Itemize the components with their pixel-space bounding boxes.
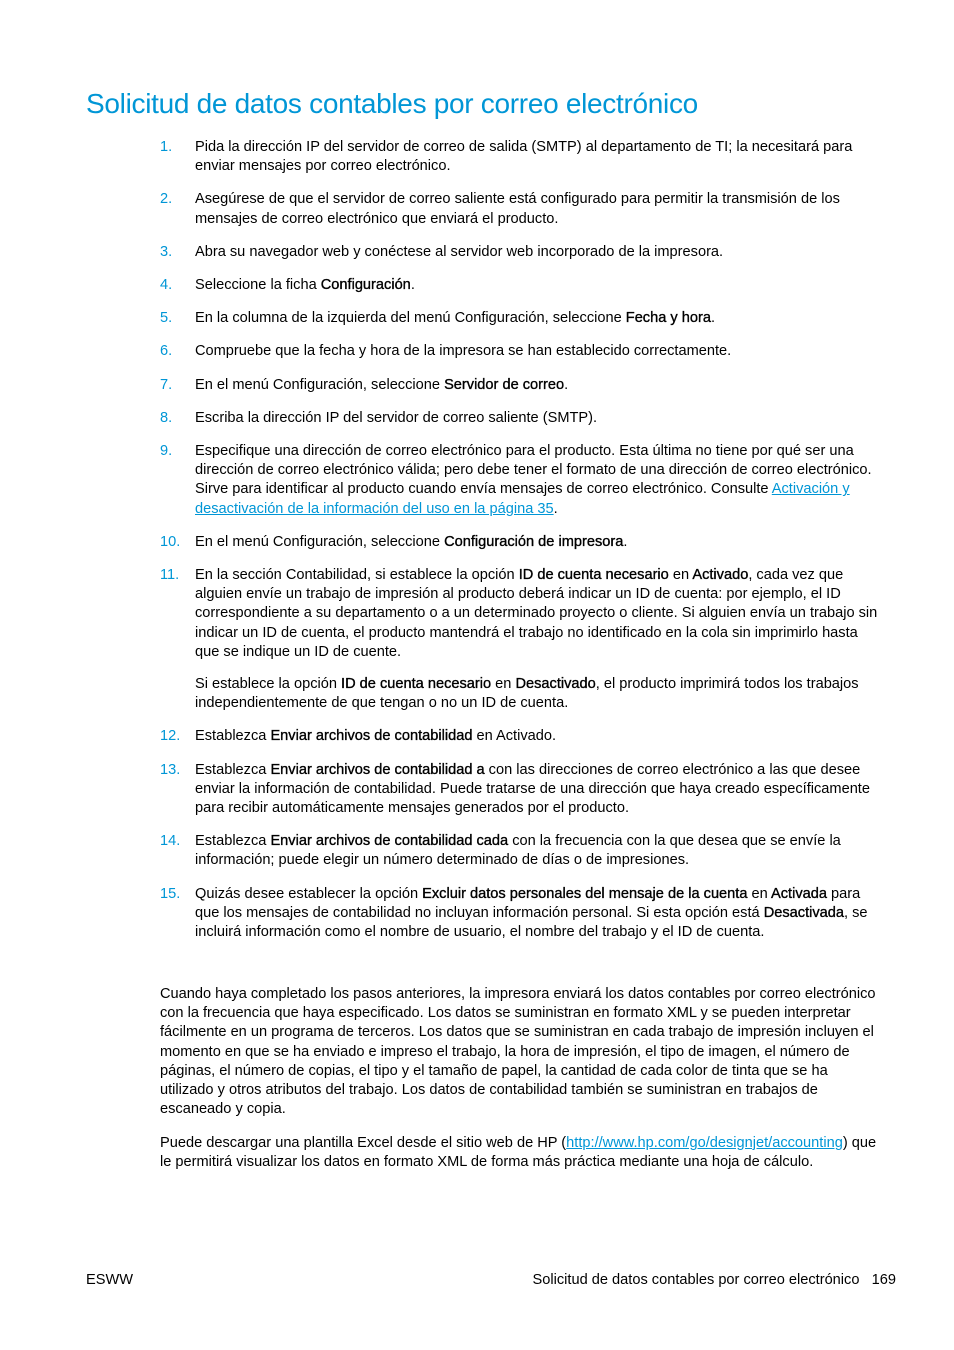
step-text: en (491, 676, 516, 693)
step-text: . (623, 533, 628, 550)
step-text: . (564, 376, 569, 393)
step-13 (160, 761, 884, 819)
step-text: En la sección Contabilidad, si establece la opción (195, 567, 519, 584)
ui-term: Enviar archivos de contabilidad cada (270, 833, 509, 850)
footer-section-title: Solicitud de datos contables por correo electrónico (532, 1272, 860, 1288)
step-text: en Activado. (472, 728, 557, 745)
step-text: Establezca (195, 761, 271, 778)
ui-term: ID de cuenta necesario (518, 567, 669, 584)
step-text: . (410, 277, 415, 294)
page-title: Solicitud de datos contables por correo electrónico (86, 88, 698, 119)
step-text: Escriba la dirección IP del servidor de correo saliente (SMTP). (195, 409, 598, 426)
ui-term: Excluir datos personales del mensaje de la cuenta (422, 885, 748, 902)
step-14 (160, 832, 884, 870)
step-6 (160, 342, 884, 361)
step-text: Seleccione la ficha (195, 277, 321, 294)
ui-term: Configuración (320, 277, 411, 294)
step-text: en (668, 567, 693, 584)
step-text: Especifique una dirección de correo electrónico para el producto. Esta última no tiene por qué ser una dirección de correo electrónico válida; pero debe tener el formato de una dirección de correo electrónico. Sirve para identificar al producto cuando envía mensajes de correo electrónico. Consulte (195, 443, 872, 498)
step-number: 9. (160, 443, 173, 460)
step-text: Compruebe que la fecha y hora de la impresora se han establecido correctamente. (195, 343, 732, 360)
ui-term: Desactivado (515, 676, 596, 693)
step-text: , cada vez que alguien envíe un trabajo de impresión al producto deberá indicar un ID de cuenta: por ejemplo, el ID correspondiente a su departamento o a un determinado proyecto o cliente. Si alguien envía un trabajo sin indicar un ID de cuenta, el producto mantendrá el trabajo no identificado en la cola sin imprimirlo hasta que se indique un ID de cuente. (195, 567, 878, 660)
download-paragraph (160, 1134, 884, 1172)
step-11 (160, 566, 884, 713)
step-2 (160, 190, 884, 228)
step-number: 15. (160, 885, 181, 902)
step-number: 3. (160, 243, 173, 260)
step-number: 6. (160, 343, 173, 360)
step-number: 2. (160, 191, 173, 208)
step-text: En la columna de la izquierda del menú Configuración, seleccione (195, 310, 626, 327)
step-number: 1. (160, 139, 173, 155)
step-text: Quizás desee establecer la opción (195, 885, 423, 902)
ui-term: Enviar archivos de contabilidad a (270, 761, 485, 778)
ui-term: Configuración de impresora (444, 533, 624, 550)
step-number: 10. (160, 533, 181, 550)
step-number: 5. (160, 310, 173, 327)
step-1 (160, 138, 884, 176)
step-text: para que los mensajes de contabilidad no incluyan información personal. Si esta opción está (195, 885, 861, 921)
step-4 (160, 276, 884, 295)
step-text: Pida la dirección IP del servidor de correo de salida (SMTP) al departamento de TI; la necesitará para enviar mensajes por correo electrónico. (195, 139, 853, 175)
ui-term: Desactivada (763, 904, 845, 921)
step-7 (160, 376, 884, 395)
step-text: , se incluirá información como el nombre de usuario, el nombre del trabajo y el ID de cuenta. (195, 904, 868, 941)
footer-label: ESWW (86, 1272, 134, 1288)
step-body (195, 566, 884, 662)
step-8 (160, 409, 884, 428)
step-9 (160, 442, 884, 519)
step-text: , el producto imprimirá todos los trabajos independientemente de que tengan o no un ID de cuenta. (195, 676, 859, 712)
ui-term: Servidor de correo (444, 376, 565, 393)
step-number: 4. (160, 277, 173, 294)
step-5 (160, 309, 884, 328)
footer-running-title (533, 1272, 896, 1288)
hp-accounting-link[interactable]: http://www.hp.com/go/designjet/accounting (566, 1135, 843, 1151)
step-12 (160, 727, 884, 746)
step-text: En el menú Configuración, seleccione (195, 533, 445, 550)
step-text: En el menú Configuración, seleccione (195, 376, 445, 393)
usage-info-link[interactable]: Activación y desactivación de la información del uso en la página 35 (195, 481, 850, 517)
step-text: Abra su navegador web y conéctese al servidor web incorporado de la impresora. (195, 243, 724, 260)
step-text: . (553, 500, 558, 517)
ui-term: Activado (692, 567, 749, 584)
step-number: 8. (160, 409, 173, 426)
step-number: 11. (160, 567, 180, 584)
step-text: con la frecuencia con la que desea que se envíe la información; puede elegir un número determinado de días o de impresiones. (195, 833, 841, 869)
paragraph-text: ) que le permitirá visualizar los datos en formato XML de forma más práctica mediante una hoja de cálculo. (160, 1135, 877, 1171)
step-number: 7. (160, 376, 173, 393)
step-text: Establezca (195, 833, 271, 850)
step-subparagraph (195, 675, 884, 713)
summary-paragraph: Cuando haya completado los pasos anteriores, la impresora enviará los datos contables por correo electrónico con la frecuencia que haya especificado. Los datos se suministran en formato XML y se pueden interpretar fácilmente en un programa de terceros. Los datos que se suministran en cada trabajo de impresión incluyen el momento en que se ha enviado e impreso el trabajo, la hora de impresión, el tipo de imagen, el número de páginas, el número de copias, el tipo y el tamaño de papel, la cantidad de cada color de tinta que se ha utilizado y otros atributos del trabajo. Los datos de contabilidad también se suministran en trabajos de escaneado y copia. (160, 986, 876, 1118)
step-text: con las direcciones de correo electrónico a las que desee enviar la información de contabilidad. Puede tratarse de una dirección que haya creado específicamente para recibir automáticamente mensajes generados por el producto. (195, 761, 870, 817)
steps-list (160, 138, 884, 956)
step-text: en (747, 885, 772, 902)
step-number: 12. (160, 728, 181, 745)
page-number: 169 (871, 1272, 896, 1288)
step-10 (160, 533, 884, 552)
step-15 (160, 885, 884, 943)
step-number: 13. (160, 761, 181, 778)
step-3 (160, 243, 884, 262)
ui-term: Activada (771, 885, 827, 902)
step-text: Establezca (195, 728, 271, 745)
step-text: . (710, 310, 716, 327)
ui-term: Fecha y hora (625, 310, 711, 327)
ui-term: Enviar archivos de contabilidad (270, 728, 473, 745)
paragraph-text: Puede descargar una plantilla Excel desde el sitio web de HP ( (160, 1135, 567, 1151)
step-text: Si establece la opción (195, 676, 342, 693)
step-text: Asegúrese de que el servidor de correo saliente está configurado para permitir la transmisión de los mensajes de correo electrónico que enviará el producto. (195, 191, 840, 227)
step-number: 14. (160, 833, 181, 850)
ui-term: ID de cuenta necesario (341, 676, 492, 693)
